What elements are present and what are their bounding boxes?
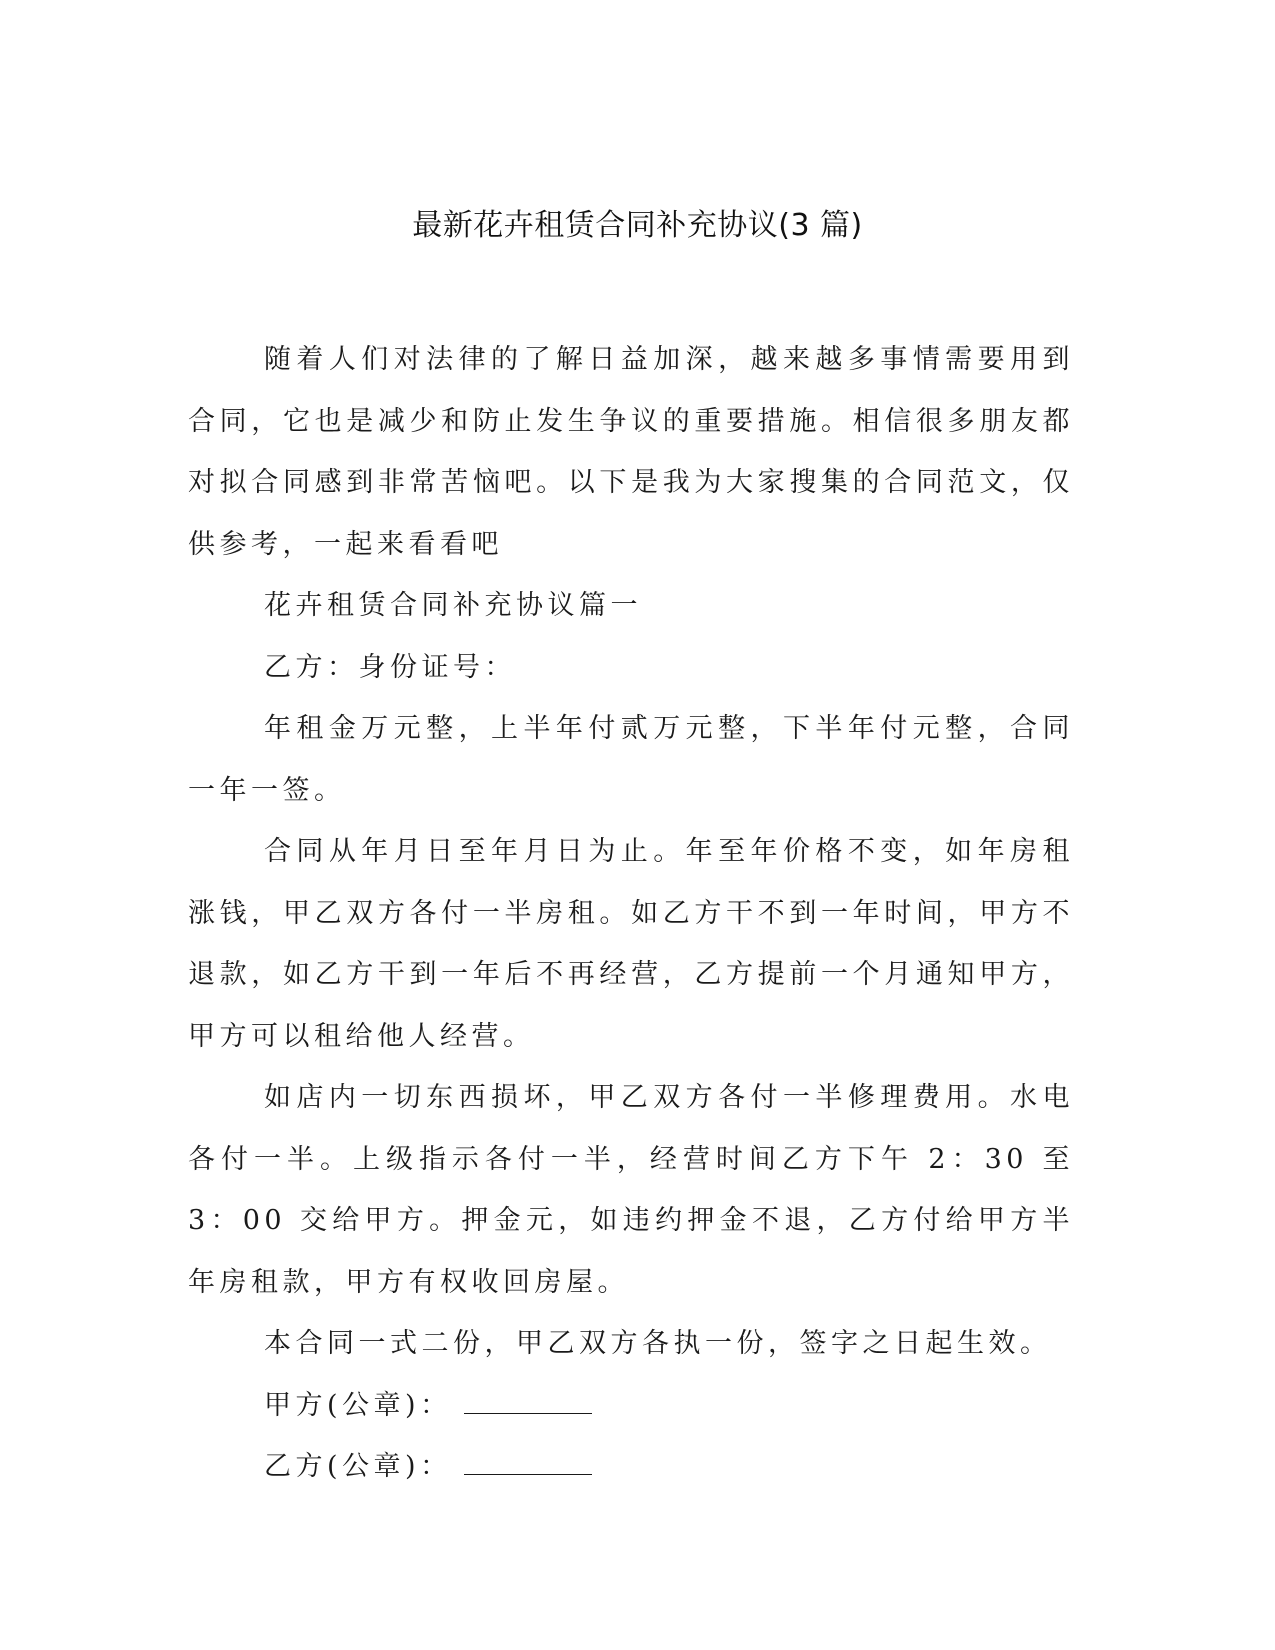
party-a-signature <box>188 1375 1074 1437</box>
term-paragraph: 合同从年月日至年月日为止。年至年价格不变，如年房租涨钱，甲乙双方各付一半房租。如乙方干不到一年时间，甲方不退款，如乙方干到一年后不再经营，乙方提前一个月通知甲方，甲方可以租给他人经营。 <box>188 836 1074 1052</box>
effective-paragraph: 本合同一式二份，甲乙双方各执一份，签字之日起生效。 <box>264 1328 1052 1359</box>
section-heading: 花卉租赁合同补充协议篇一 <box>264 590 642 621</box>
party-b-signature <box>188 1436 1074 1498</box>
party-b-label: 乙方(公章)： <box>264 1451 452 1482</box>
party-b-id-line: 乙方：身份证号： <box>264 651 516 683</box>
repair-paragraph: 如店内一切东西损坏，甲乙双方各付一半修理费用。水电各付一半。上级指示各付一半，经营时间乙方下午 2：30 至 3：00 交给甲方。押金元，如违约押金不退，乙方付给甲方半年房租款，甲方有权收回房屋。 <box>188 1082 1074 1298</box>
intro-paragraph: 随着人们对法律的了解日益加深，越来越多事情需要用到合同，它也是减少和防止发生争议的重要措施。相信很多朋友都对拟合同感到非常苦恼吧。以下是我为大家搜集的合同范文，仅供参考，一起来看看吧 <box>188 344 1074 560</box>
rent-paragraph: 年租金万元整，上半年付贰万元整，下半年付元整，合同一年一签。 <box>188 713 1074 806</box>
party-a-label: 甲方(公章)： <box>264 1389 452 1421</box>
party-b-signature-line <box>464 1450 592 1475</box>
document-title: 最新花卉租赁合同补充协议(3 篇) <box>412 208 863 243</box>
party-a-signature-line <box>464 1389 592 1414</box>
document-body <box>188 329 1074 1498</box>
